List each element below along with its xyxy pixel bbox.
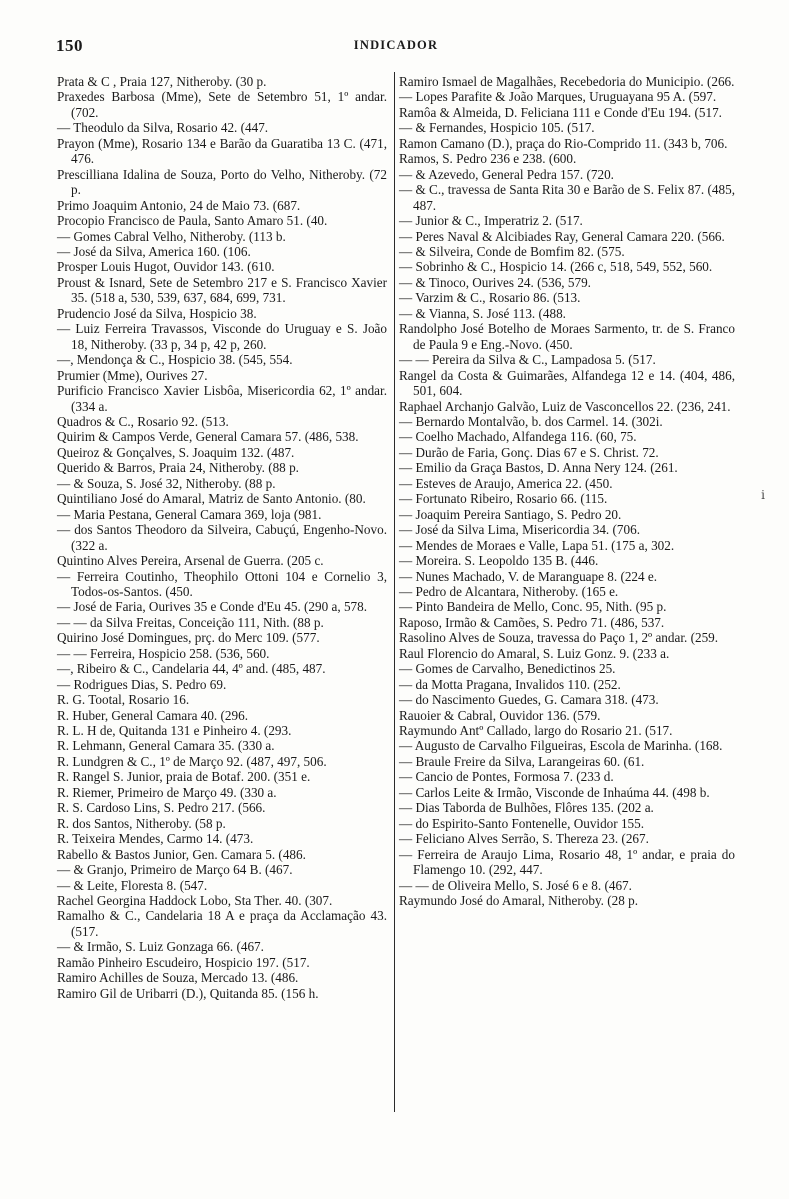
directory-entry: — Gomes Cabral Velho, Nitheroby. (113 b. (57, 228, 286, 244)
directory-entry: Rauoier & Cabral, Ouvidor 136. (579. (399, 707, 601, 723)
directory-entry: — — da Silva Freitas, Conceição 111, Nith. (88 p. (57, 614, 324, 630)
directory-entry: — — Ferreira, Hospicio 258. (536, 560. (57, 645, 270, 661)
directory-entry: Raymundo José do Amaral, Nitheroby. (28 p. (399, 893, 639, 909)
directory-entry: — Gomes de Carvalho, Benedictinos 25. (399, 661, 616, 677)
directory-entry: Ramão Pinheiro Escudeiro, Hospicio 197. (517. (57, 954, 310, 970)
directory-entry: — Coelho Machado, Alfandega 116. (60, 75. (399, 429, 637, 445)
directory-entry: Raymundo Antº Callado, largo do Rosario 21. (517. (399, 723, 673, 739)
directory-entry: Ramon Camano (D.), praça do Rio-Comprido 11. (343 b, 706. (399, 135, 728, 151)
directory-entry: — Augusto de Carvalho Filgueiras, Escola de Marinha. (168. (399, 738, 723, 754)
directory-entry: —, Ribeiro & C., Candelaria 44, 4º and. (485, 487. (57, 661, 326, 677)
directory-entry: — Varzim & C., Rosario 86. (513. (399, 290, 581, 306)
directory-entry: — Braule Freire da Silva, Larangeiras 60. (61. (399, 753, 645, 769)
directory-entry: Raphael Archanjo Galvão, Luiz de Vasconcellos 22. (236, 241. (399, 398, 731, 414)
directory-entry: Ramos, S. Pedro 236 e 238. (600. (399, 151, 577, 167)
directory-entry: — & Silveira, Conde de Bomfim 82. (575. (399, 243, 625, 259)
directory-entry: R. G. Tootal, Rosario 16. (57, 692, 190, 708)
directory-entry: — Peres Naval & Alcibiades Ray, General Camara 220. (566. (399, 228, 725, 244)
directory-entry: Prayon (Mme), Rosario 134 e Barão da Guaratiba 13 C. (471, 476. (57, 135, 387, 167)
directory-entry: — & Azevedo, General Pedra 157. (720. (399, 166, 614, 182)
directory-entry: R. S. Cardoso Lins, S. Pedro 217. (566. (57, 800, 266, 816)
directory-entry: — & C., travessa de Santa Rita 30 e Barão de S. Felix 87. (485, 487. (399, 182, 735, 213)
directory-entry: — Luiz Ferreira Travassos, Visconde do Uruguay e S. João 18, Nitheroby. (33 p, 34 p, 42 p, 260. (57, 321, 387, 352)
directory-entry: — Esteves de Araujo, America 22. (450. (399, 475, 613, 491)
directory-entry: — Pinto Bandeira de Mello, Conc. 95, Nith. (95 p. (399, 599, 667, 615)
directory-entry: Randolpho José Botelho de Moraes Sarmento, tr. de S. Franco de Paula 9 e Eng.-Novo. (450. (399, 321, 735, 352)
directory-entry: — — Pereira da Silva & C., Lampadosa 5. (517. (399, 352, 656, 368)
directory-entry: R. L. H de, Quitanda 131 e Pinheiro 4. (293. (57, 723, 292, 739)
directory-entry: — Dias Taborda de Bulhões, Flôres 135. (202 a. (399, 800, 654, 816)
page-header (56, 36, 736, 56)
directory-entry: Quirim & Campos Verde, General Camara 57. (486, 538. (57, 429, 359, 445)
directory-entry: Rachel Georgina Haddock Lobo, Sta Ther. 40. (307. (57, 893, 333, 909)
directory-entry: — dos Santos Theodoro da Silveira, Cabuçú, Engenho-Novo. (322 a. (57, 522, 387, 553)
directory-entry: — Emilio da Graça Bastos, D. Anna Nery 124. (261. (399, 460, 678, 476)
directory-entry: — Pedro de Alcantara, Nitheroby. (165 e. (399, 583, 619, 599)
left-column (57, 74, 387, 1001)
right-column (399, 74, 735, 908)
directory-entry: Queiroz & Gonçalves, S. Joaquim 132. (487. (57, 444, 295, 460)
directory-entry: — José da Silva, America 160. (106. (57, 243, 251, 259)
directory-entry: Ramiro Gil de Uribarri (D.), Quitanda 85. (156 h. (57, 985, 319, 1001)
directory-entry: — & Granjo, Primeiro de Março 64 B. (467. (57, 862, 293, 878)
directory-entry: — Cancio de Pontes, Formosa 7. (233 d. (399, 769, 614, 785)
page-number: 150 (56, 36, 83, 55)
directory-entry: Prata & C , Praia 127, Nitheroby. (30 p. (57, 74, 267, 89)
directory-entry: Quirino José Domingues, prç. do Merc 109. (577. (57, 630, 320, 646)
directory-entry: Prescilliana Idalina de Souza, Porto do Velho, Nitheroby. (72 p. (57, 166, 387, 198)
directory-entry: — Durão de Faria, Gonç. Dias 67 e S. Christ. 72. (399, 444, 659, 460)
directory-entry: Prosper Louis Hugot, Ouvidor 143. (610. (57, 259, 275, 275)
directory-entry: — Feliciano Alves Serrão, S. Thereza 23. (267. (399, 831, 649, 847)
directory-entry: Prumier (Mme), Ourives 27. (57, 367, 208, 383)
directory-entry: R. Rangel S. Junior, praia de Botaf. 200. (351 e. (57, 769, 311, 785)
directory-entry: Quadros & C., Rosario 92. (513. (57, 413, 229, 429)
directory-entry: Prudencio José da Silva, Hospicio 38. (57, 305, 257, 321)
directory-entry: — do Nascimento Guedes, G. Camara 318. (473. (399, 692, 659, 708)
directory-entry: Praxedes Barbosa (Mme), Sete de Setembro 51, 1º andar. (702. (57, 89, 387, 120)
directory-entry: R. Riemer, Primeiro de Março 49. (330 a. (57, 784, 277, 800)
directory-entry: Rangel da Costa & Guimarães, Alfandega 12 e 14. (404, 486, 501, 604. (399, 367, 735, 399)
directory-entry: Querido & Barros, Praia 24, Nitheroby. (88 p. (57, 460, 299, 476)
directory-entry: —, Mendonça & C., Hospicio 38. (545, 554. (57, 352, 293, 368)
directory-entry: R. Lundgren & C., 1º de Março 92. (487, 497, 506. (57, 753, 327, 769)
directory-entry: Primo Joaquim Antonio, 24 de Maio 73. (687. (57, 197, 301, 213)
directory-entry: Proust & Isnard, Sete de Setembro 217 e S. Francisco Xavier 35. (518 a, 530, 539, 637, 684, 699, 731. (57, 274, 387, 306)
directory-entry: R. Huber, General Camara 40. (296. (57, 707, 248, 723)
directory-entry: — & Irmão, S. Luiz Gonzaga 66. (467. (57, 939, 264, 955)
directory-entry: — & Leite, Floresta 8. (547. (57, 877, 208, 893)
directory-entry: Rabello & Bastos Junior, Gen. Camara 5. (486. (57, 846, 306, 862)
directory-entry: — Junior & C., Imperatriz 2. (517. (399, 213, 583, 229)
directory-entry: Procopio Francisco de Paula, Santo Amaro 51. (40. (57, 213, 328, 229)
directory-entry: Purificio Francisco Xavier Lisbôa, Misericordia 62, 1º andar. (334 a. (57, 383, 387, 414)
directory-entry: — & Souza, S. José 32, Nitheroby. (88 p. (57, 475, 276, 491)
directory-entry: — Nunes Machado, V. de Maranguape 8. (224 e. (399, 568, 658, 584)
directory-entry: — Maria Pestana, General Camara 369, loja (981. (57, 506, 322, 522)
running-title: INDICADOR (353, 38, 439, 52)
directory-entry: — do Espirito-Santo Fontenelle, Ouvidor 155. (399, 815, 645, 831)
directory-entry: Ramiro Achilles de Souza, Mercado 13. (486. (57, 970, 299, 986)
directory-entry: Rasolino Alves de Souza, travessa do Paço 1, 2º andar. (259. (399, 630, 719, 646)
directory-entry: — Ferreira Coutinho, Theophilo Ottoni 104 e Cornelio 3, Todos-os-Santos. (450. (57, 568, 387, 599)
margin-mark: i (761, 488, 765, 502)
directory-entry: — Carlos Leite & Irmão, Visconde de Inhaúma 44. (498 b. (399, 784, 710, 800)
directory-entry: — José de Faria, Ourives 35 e Conde d'Eu 45. (290 a, 578. (57, 599, 368, 615)
directory-entry: — Theodulo da Silva, Rosario 42. (447. (57, 120, 269, 136)
directory-entry: — Bernardo Montalvão, b. dos Carmel. 14. (302i. (399, 413, 663, 429)
directory-entry: — Mendes de Moraes e Valle, Lapa 51. (175 a, 302. (399, 537, 675, 553)
directory-entry: R. Lehmann, General Camara 35. (330 a. (57, 738, 275, 754)
directory-entry: — & Vianna, S. José 113. (488. (399, 305, 566, 321)
directory-entry: R. dos Santos, Nitheroby. (58 p. (57, 815, 226, 831)
directory-entry: — Ferreira de Araujo Lima, Rosario 48, 1º andar, e praia do Flamengo 10. (292, 447. (399, 846, 735, 878)
directory-entry: R. Teixeira Mendes, Carmo 14. (473. (57, 831, 254, 847)
directory-entry: Quintiliano José do Amaral, Matriz de Santo Antonio. (80. (57, 491, 366, 507)
directory-entry: Raul Florencio do Amaral, S. Luiz Gonz. 9. (233 a. (399, 645, 670, 661)
directory-entry: — & Fernandes, Hospicio 105. (517. (399, 120, 595, 136)
directory-entry: — Lopes Parafite & João Marques, Uruguayana 95 A. (597. (399, 89, 717, 105)
directory-entry: — — de Oliveira Mello, S. José 6 e 8. (467. (399, 877, 632, 893)
directory-entry: — José da Silva Lima, Misericordia 34. (706. (399, 522, 640, 538)
directory-entry: Ramiro Ismael de Magalhães, Recebedoria do Municipio. (266. (399, 74, 735, 89)
directory-entry: Ramalho & C., Candelaria 18 A e praça da Acclamação 43. (517. (57, 908, 387, 939)
directory-entry: — Rodrigues Dias, S. Pedro 69. (57, 676, 227, 692)
directory-entry: — da Motta Pragana, Invalidos 110. (252. (399, 676, 621, 692)
directory-entry: Quintino Alves Pereira, Arsenal de Guerra. (205 c. (57, 553, 324, 569)
directory-entry: — Fortunato Ribeiro, Rosario 66. (115. (399, 491, 608, 507)
directory-entry: — Sobrinho & C., Hospicio 14. (266 c, 518, 549, 552, 560. (399, 259, 713, 275)
directory-entry: Raposo, Irmão & Camões, S. Pedro 71. (486, 537. (399, 614, 665, 630)
directory-entry: — Joaquim Pereira Santiago, S. Pedro 20. (399, 506, 622, 522)
column-divider (394, 72, 395, 1112)
directory-entry: Ramôa & Almeida, D. Feliciana 111 e Conde d'Eu 194. (517. (399, 104, 722, 120)
directory-entry: — & Tinoco, Ourives 24. (536, 579. (399, 274, 591, 290)
directory-entry: — Moreira. S. Leopoldo 135 B. (446. (399, 553, 599, 569)
